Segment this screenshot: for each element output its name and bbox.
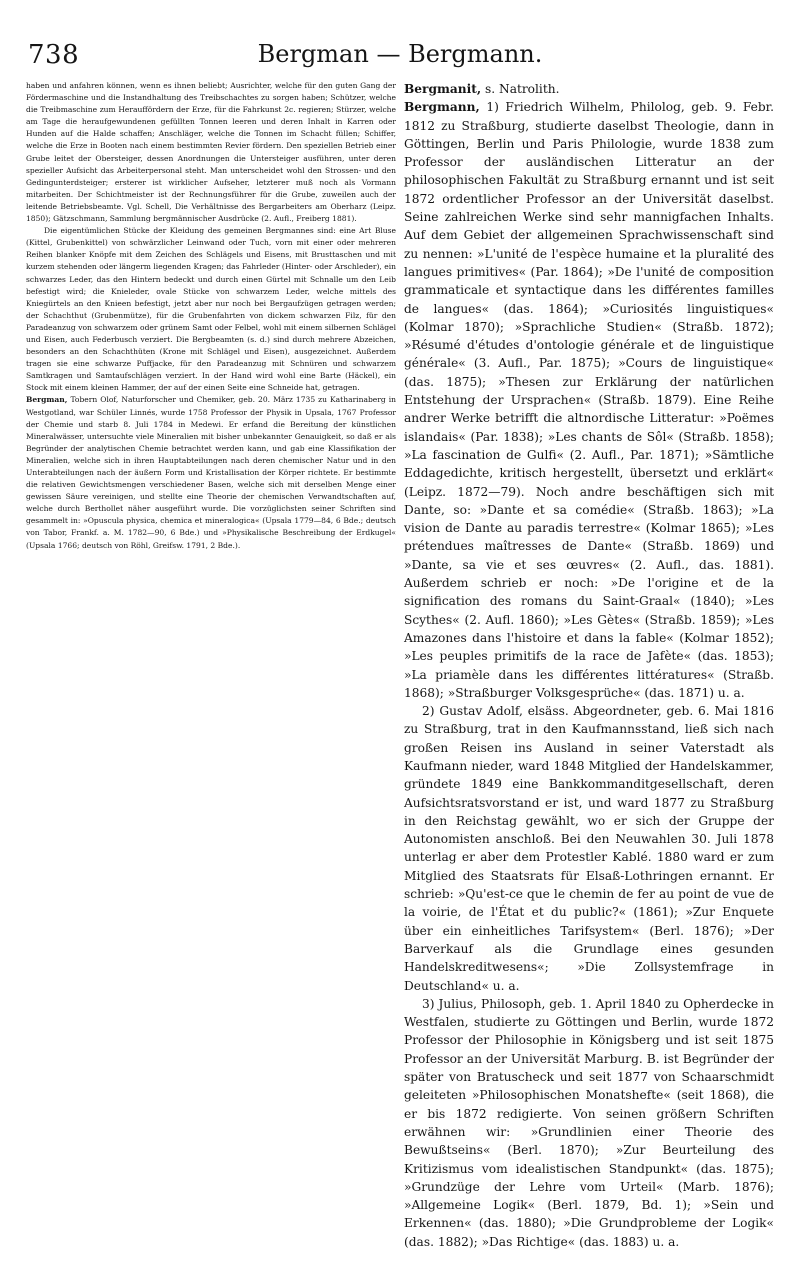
text-columns <box>26 80 774 1251</box>
entry-headword: Bergman, <box>26 395 68 405</box>
right-column <box>404 80 774 1251</box>
entry-bergman-tobern <box>26 394 396 551</box>
entry-bergmann-friedrich <box>404 98 774 702</box>
entry-text: s. Natrolith. <box>481 82 560 96</box>
running-head <box>26 40 774 74</box>
miner-clothing-paragraph: Die eigentümlichen Stücke der Kleidung des gemeinen Bergmannes sind: eine Art Bluse (Kittel, Grubenkittel) von schwärzlicher Leinwand oder Tuch, vorn mit einer oder mehreren Reihen blanker Knöpfe mit dem Zeichen des Schlägels und Eisens, mit Brusttaschen und mit kurzem stehenden oder längerm liegenden Kragen; das Fahrleder (Hinter- oder Arschleder), ein schwarzes Leder, das den Hintern bedeckt und durch einen Gürtel mit Schnalle um den Leib befestigt wird; die Knieleder, ovale Stücke von schwarzem Leder, welche mittels des Kniegürtels an den Knieen befestigt, jetzt aber nur noch bei Bergaufzügen getragen werden; der Schachthut (Grubenmütze), für die Grubenfahrten von dickem schwarzen Filz, für den Paradeanzug von schwarzem oder grünem Samt oder Felbel, wohl mit einem silbernen Schlägel und Eisen, auch Federbusch verziert. Die Bergbeamten (s. d.) sind durch mehrere Abzeichen, besonders an den Schachthüten (Krone mit Schlägel und Eisen), ausgezeichnet. Außerdem tragen sie eine schwarze Puffjacke, für den Paradeanzug mit Schnüren und schwarzem Samtkragen und Samtaufschlägen verziert. In der Hand wird wohl eine Barte (Häckel), ein Stock mit einem kleinen Hammer, der auf der einen Seite eine Schneide hat, getragen. <box>26 226 396 393</box>
entry-text: Tobern Olof, Naturforscher und Chemiker, geb. 20. März 1735 zu Katharinaberg in Westgotland, war Schüler Linnés, wurde 1758 Professor der Physik in Upsala, 1767 Professor der Chemie und starb 8. Juli 1784 in Medewi. Er erfand die Bereitung der künstlichen Mineralwässer, untersuchte viele Mineralien mit bisher unbekannter Genauigkeit, so daß er als Begründer der analytischen Chemie betrachtet werden kann, und gab eine Klassifikation der Mineralien, welche sich in ihren Hauptabteilungen nach deren chemischer Natur und in den Unterabteilungen nach der äußern Form und Kristallisation der Körper richtete. Er bestimmte die relativen Gewichtsmengen verschiedener Basen, welche sich mit derselben Menge einer gewissen Säure vereinigen, und stellte eine Theorie der chemischen Verwandtschaften auf, welche durch Berthollet näher ausgeführt wurde. Die vorzüglichsten seiner Schriften sind gesammelt in: »Opuscula physica, chemica et mineralogica« (Upsala 1779—84, 6 Bde.; deutsch von Tabor, Frankf. a. M. 1782—90, 6 Bde.) und »Physikalische Beschreibung der Erdkugel« (Upsala 1766; deutsch von Röhl, Greifsw. 1791, 2 Bde.). <box>26 395 396 550</box>
entry-headword: Bergmanit, <box>404 82 482 96</box>
entry-bergmann-julius: 3) Julius, Philosoph, geb. 1. April 1840 zu Opherdecke in Westfalen, studierte zu Göttingen und Berlin, wurde 1872 Professor der Philosophie in Königsberg und ist seit 1875 Professor an der Universität Marburg. B. ist Begründer der später von Bratuscheck und seit 1877 von Schaarschmidt geleiteten »Philosophischen Monatshefte« (seit 1868), die er bis 1872 redigierte. Von seinen größern Schriften erwähnen wir: »Grundlinien einer Theorie des Bewußtseins« (Berl. 1870); »Zur Beurteilung des Kritizismus vom idealistischen Standpunkt« (das. 1875); »Grundzüge der Lehre vom Urteil« (Marb. 1876); »Allgemeine Logik« (Berl. 1879, Bd. 1); »Sein und Erkennen« (das. 1880); »Die Grundprobleme der Logik« (das. 1882); »Das Richtige« (das. 1883) u. a. <box>404 996 774 1249</box>
page-number: 738 <box>28 40 80 70</box>
page-title: Bergman — Bergmann. <box>257 40 543 68</box>
entry-bergmann-gustav: 2) Gustav Adolf, elsäss. Abgeordneter, geb. 6. Mai 1816 zu Straßburg, trat in den Kaufmannsstand, ließ sich nach großen Reisen ins Ausland in seiner Vaterstadt als Kaufmann nieder, ward 1848 Mitglied der Handelskammer, gründete 1849 eine Bankkommanditgesellschaft, deren Aufsichtsratsvorstand er ist, und ward 1877 zu Straßburg in den Reichstag gewählt, wo er sich der Gruppe der Autonomisten anschloß. Bei den Neuwahlen 30. Juli 1878 unterlag er aber dem Protestler Kablé. 1880 ward er zum Mitglied des Staatsrats für Elsaß-Lothringen ernannt. Er schrieb: »Qu'est-ce que le chemin de fer au point de vue de la voirie, de l'État et du public?« (1861); »Zur Enquete über ein einheitliches Tarifsystem« (Berl. 1876); »Der Barverkauf als die Grundlage eines gesunden Handelskreditwesens«; »Die Zollsystemfrage in Deutschland« u. a. <box>404 704 774 993</box>
left-column <box>26 80 396 1251</box>
mining-staff-paragraph: haben und anfahren können, wenn es ihnen beliebt; Ausrichter, welche für den guten Gang der Fördermaschine und die Instandhaltung des Treibschachtes zu sorgen haben; Schützer, welche die Treibmaschine zum Herauffördern der Erze, für die Fahrkunst 2c. regieren; Stürzer, welche am Tage die heraufgewundenen gefüllten Tonnen leeren und deren Inhalt in Karren oder Hunden auf die Halde schaffen; Anschläger, welche die Tonnen im Schacht füllen; Schiffer, welche die Erze in Booten nach einem bestimmten Revier fördern. Den speziellen Betrieb einer Grube leitet der Obersteiger, dessen Anordnungen die Untersteiger ausführen, unter deren spezieller Aufsicht das Arbeiterpersonal steht. Man unterscheidet wohl den Strossen- und den Gedingunterdsteiger; ersterer ist wirklicher Aufseher, letzterer muß noch als Vormann mitarbeiten. Der Schichtmeister ist der Rechnungsführer für die Grube, zuweilen auch der leitende Betriebsbeamte. Vgl. Schell, Die Verhältnisse des Bergarbeiters am Oberharz (Leipz. 1850); Gätzschmann, Sammlung bergmännischer Ausdrücke (2. Aufl., Freiberg 1881). <box>26 81 396 224</box>
entry-headword: Bergmann, <box>404 100 480 115</box>
entry-text: 1) Friedrich Wilhelm, Philolog, geb. 9. Febr. 1812 zu Straßburg, studierte daselbst Theologie, dann in Göttingen, Berlin und Paris Philologie, wurde 1838 zum Professor der ausländischen Litteratur an der philosophischen Fakultät zu Straßburg ernannt und ist seit 1872 ordentlicher Professor an der Universität daselbst. Seine zahlreichen Werke sind sehr mannigfachen Inhalts. Auf dem Gebiet der allgemeinen Sprachwissenschaft sind zu nennen: »L'unité de l'espèce humaine et la pluralité des langues primitives« (Par. 1864); »De l'unité de composition grammaticale et syntactique dans les différentes familles de langues« (das. 1864); »Curiosités linguistiques« (Kolmar 1870); »Sprachliche Studien« (Straßb. 1872); »Résumé d'études d'ontologie générale et de linguistique générale« (3. Aufl., Par. 1875); »Cours de linguistique« (das. 1875); »Thesen zur Erklärung der natürlichen Entstehung der Ursprachen« (Straßb. 1879). Eine Reihe andrer Werke betrifft die altnordische Litteratur: »Poëmes islandais« (Par. 1838); »Les chants de Sôl« (Straßb. 1858); »La fascination de Gulfi« (2. Aufl., Par. 1871); »Sämtliche Eddagedichte, kritisch hergestellt, übersetzt und erklärt« (Leipz. 1872—79). Noch andre beschäftigen sich mit Dante, so: »Dante et sa comédie« (Straßb. 1863); »La vision de Dante au paradis terrestre« (Kolmar 1865); »Les prétendues maîtresses de Dante« (Straßb. 1869) und »Dante, sa vie et ses œuvres« (2. Aufl., das. 1881). Außerdem schrieb er noch: »De l'origine et de la signification des romans du Saint-Graal« (1840); »Les Scythes« (2. Aufl. 1860); »Les Gètes« (Straßb. 1859); »Les Amazones dans l'histoire et dans la fable« (Kolmar 1852); »Les peuples primitifs de la race de Jafète« (das. 1853); »La priamèle dans les différentes littératures« (Straßb. 1868); »Straßburger Volksgesprüche« (das. 1871) u. a. <box>404 100 774 700</box>
entry-bergmanit <box>404 80 774 98</box>
